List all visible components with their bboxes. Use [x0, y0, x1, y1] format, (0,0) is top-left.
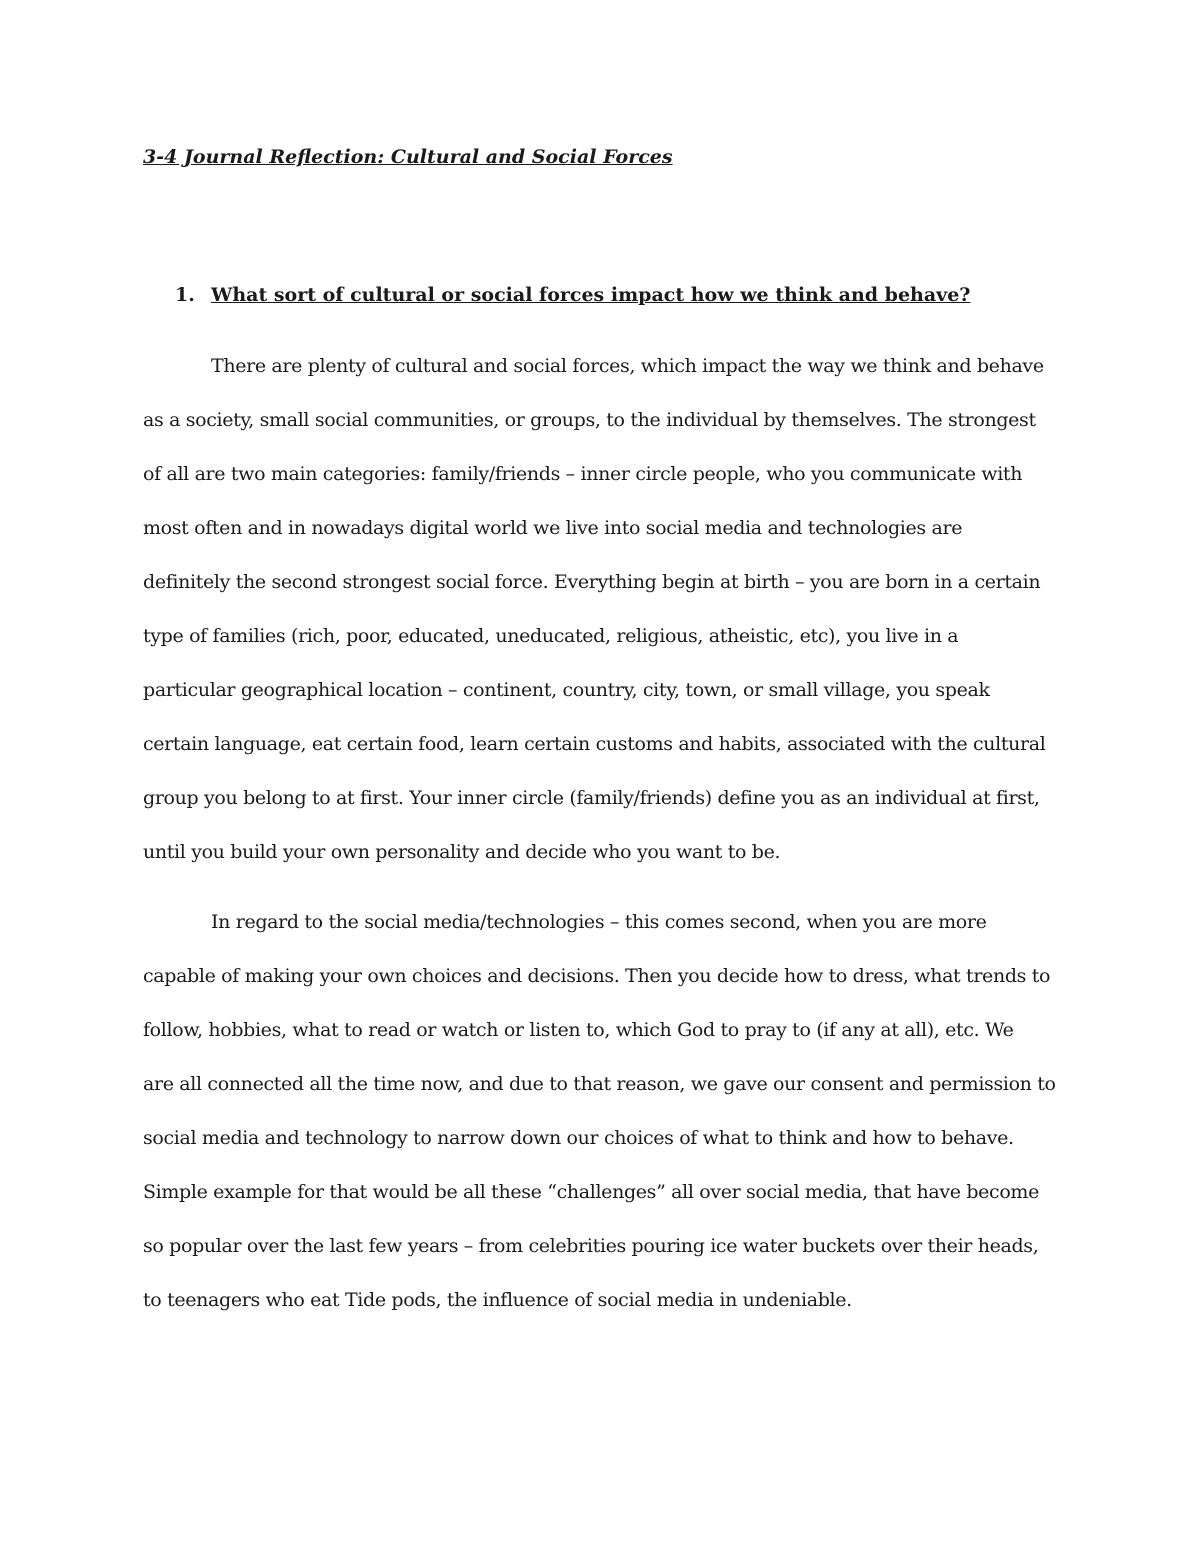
paragraph-1-line: most often and in nowadays digital world we live into social media and technologies are: [143, 517, 963, 539]
paragraph-1-line: There are plenty of cultural and social forces, which impact the way we think and behave: [211, 355, 1044, 377]
question-heading: [175, 281, 970, 309]
paragraph-1-line: as a society, small social communities, or groups, to the individual by themselves. The strongest: [143, 409, 1036, 431]
paragraph-1-line: certain language, eat certain food, learn certain customs and habits, associated with the cultural: [143, 733, 1046, 755]
paragraph-2-line: to teenagers who eat Tide pods, the influence of social media in undeniable.: [143, 1289, 852, 1311]
paragraph-2-line: are all connected all the time now, and due to that reason, we gave our consent and permission to: [143, 1073, 1056, 1095]
paragraph-2-line: Simple example for that would be all these “challenges” all over social media, that have become: [143, 1181, 1039, 1203]
question-number: 1.: [175, 284, 195, 306]
paragraph-1-line: particular geographical location – continent, country, city, town, or small village, you speak: [143, 679, 990, 701]
question-text: What sort of cultural or social forces impact how we think and behave?: [211, 284, 971, 306]
paragraph-2-line: follow, hobbies, what to read or watch or listen to, which God to pray to (if any at all), etc. We: [143, 1019, 1014, 1041]
paragraph-1-line: definitely the second strongest social force. Everything begin at birth – you are born in a certain: [143, 571, 1041, 593]
paragraph-1-line: type of families (rich, poor, educated, uneducated, religious, atheistic, etc), you live in a: [143, 625, 959, 647]
paragraph-2-line: social media and technology to narrow down our choices of what to think and how to behave.: [143, 1127, 1014, 1149]
paragraph-2-line: capable of making your own choices and decisions. Then you decide how to dress, what trends to: [143, 965, 1051, 987]
paragraph-1-line: until you build your own personality and decide who you want to be.: [143, 841, 781, 863]
paragraph-2-line: In regard to the social media/technologies – this comes second, when you are more: [211, 911, 987, 933]
paragraph-1-line: of all are two main categories: family/friends – inner circle people, who you communicate with: [143, 463, 1023, 485]
paragraph-2-line: so popular over the last few years – from celebrities pouring ice water buckets over their heads,: [143, 1235, 1039, 1257]
paragraph-1-line: group you belong to at first. Your inner circle (family/friends) define you as an individual at first,: [143, 787, 1040, 809]
document-title: 3-4 Journal Reflection: Cultural and Social Forces: [143, 146, 673, 168]
